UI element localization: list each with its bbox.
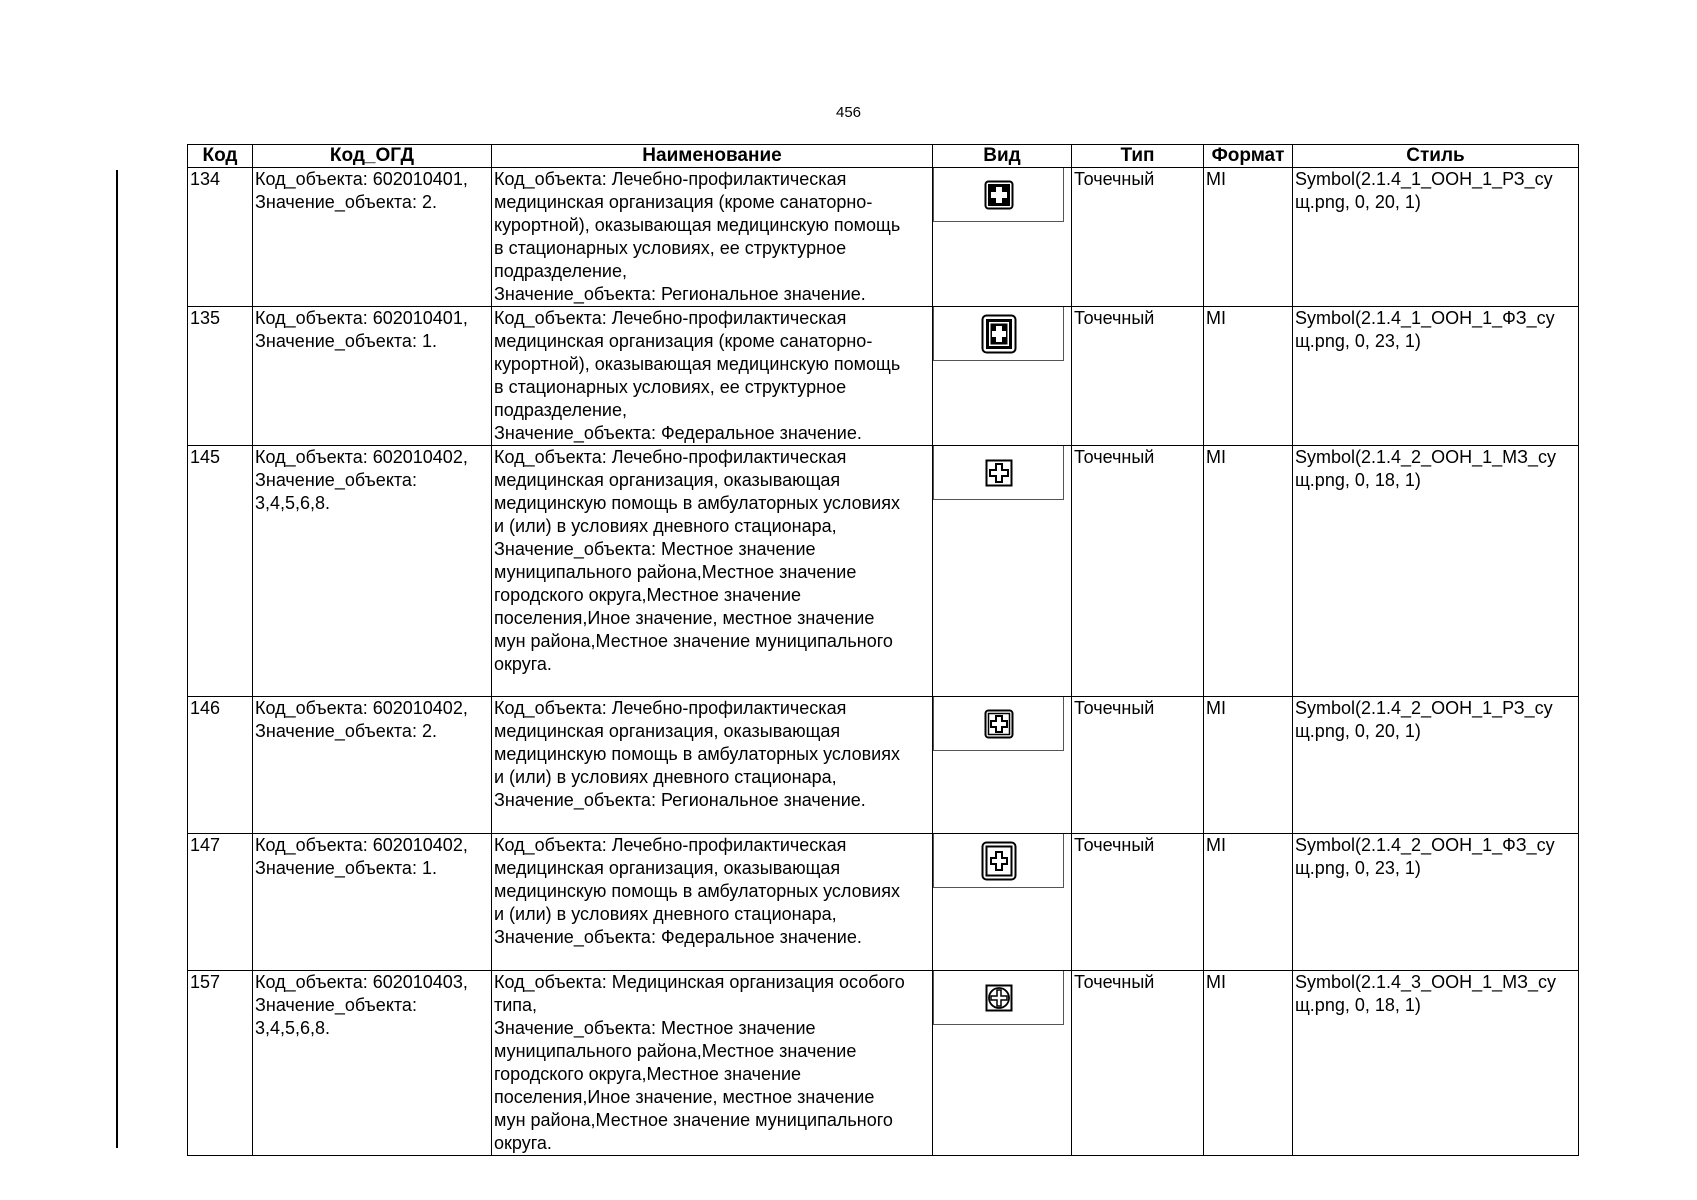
symbol-box bbox=[933, 697, 1064, 751]
cell-kod-ogd: Код_объекта: 602010402, Значение_объекта: 3,4,5,6,8. bbox=[253, 446, 492, 697]
cell-kod: 145 bbox=[188, 446, 253, 697]
cross-outline-framed-icon bbox=[981, 841, 1017, 881]
cell-tip: Точечный bbox=[1072, 834, 1204, 971]
header-row bbox=[188, 145, 1579, 168]
cell-format: MI bbox=[1204, 168, 1293, 307]
header-kod-ogd: Код_ОГД bbox=[253, 145, 492, 168]
header-style: Стиль bbox=[1293, 145, 1579, 168]
cell-tip: Точечный bbox=[1072, 446, 1204, 697]
cell-style: Symbol(2.1.4_3_ООН_1_МЗ_су щ.png, 0, 18, 1) bbox=[1293, 971, 1579, 1156]
cross-filled-icon bbox=[984, 180, 1014, 210]
cell-kod: 147 bbox=[188, 834, 253, 971]
margin-line bbox=[116, 170, 118, 1148]
cell-kod: 135 bbox=[188, 307, 253, 446]
header-format: Формат bbox=[1204, 145, 1293, 168]
cell-name: Код_объекта: Медицинская организация особого типа, Значение_объекта: Местное значение муниципального района,Местное значение городского округа,Местное значение поселения,Иное значение, местное значение мун района,Местное значение муниципального округа. bbox=[492, 971, 933, 1156]
cell-kod-ogd: Код_объекта: 602010401, Значение_объекта: 2. bbox=[253, 168, 492, 307]
cell-style: Symbol(2.1.4_2_ООН_1_РЗ_су щ.png, 0, 20, 1) bbox=[1293, 697, 1579, 834]
header-kod: Код bbox=[188, 145, 253, 168]
cell-tip: Точечный bbox=[1072, 168, 1204, 307]
cross-filled-framed-icon bbox=[981, 314, 1017, 354]
cell-name: Код_объекта: Лечебно-профилактическая медицинская организация, оказывающая медицинскую помощь в амбулаторных условиях и (или) в условиях дневного стационара, Значение_объекта: Региональное значение. bbox=[492, 697, 933, 834]
cell-kod: 134 bbox=[188, 168, 253, 307]
symbol-box bbox=[933, 834, 1064, 888]
cell-vid bbox=[933, 697, 1072, 834]
cross-circle-icon bbox=[985, 984, 1013, 1012]
cross-outline-boxed-icon bbox=[984, 709, 1014, 739]
cell-vid bbox=[933, 307, 1072, 446]
cell-format: MI bbox=[1204, 697, 1293, 834]
cross-outline-icon bbox=[985, 459, 1013, 487]
cell-style: Symbol(2.1.4_1_ООН_1_РЗ_су щ.png, 0, 20, 1) bbox=[1293, 168, 1579, 307]
table-row bbox=[188, 971, 1579, 1156]
table-row bbox=[188, 446, 1579, 697]
cell-vid bbox=[933, 834, 1072, 971]
table-row bbox=[188, 697, 1579, 834]
table-row bbox=[188, 834, 1579, 971]
cell-tip: Точечный bbox=[1072, 971, 1204, 1156]
symbol-box bbox=[933, 168, 1064, 222]
cell-format: MI bbox=[1204, 446, 1293, 697]
symbols-table bbox=[187, 144, 1579, 1156]
symbol-box bbox=[933, 307, 1064, 361]
cell-format: MI bbox=[1204, 834, 1293, 971]
table-row bbox=[188, 168, 1579, 307]
cell-name: Код_объекта: Лечебно-профилактическая медицинская организация (кроме санаторно- курортной), оказывающая медицинскую помощь в стационарных условиях, ее структурное подразделение, Значение_объекта: Федеральное значение. bbox=[492, 307, 933, 446]
cell-kod-ogd: Код_объекта: 602010403, Значение_объекта: 3,4,5,6,8. bbox=[253, 971, 492, 1156]
cell-kod: 146 bbox=[188, 697, 253, 834]
cell-style: Symbol(2.1.4_2_ООН_1_ФЗ_су щ.png, 0, 23, 1) bbox=[1293, 834, 1579, 971]
cell-style: Symbol(2.1.4_1_ООН_1_ФЗ_су щ.png, 0, 23, 1) bbox=[1293, 307, 1579, 446]
cell-vid bbox=[933, 446, 1072, 697]
symbol-box bbox=[933, 971, 1064, 1025]
cell-kod-ogd: Код_объекта: 602010401, Значение_объекта: 1. bbox=[253, 307, 492, 446]
cell-kod: 157 bbox=[188, 971, 253, 1156]
cell-style: Symbol(2.1.4_2_ООН_1_МЗ_су щ.png, 0, 18, 1) bbox=[1293, 446, 1579, 697]
cell-vid bbox=[933, 971, 1072, 1156]
cell-tip: Точечный bbox=[1072, 697, 1204, 834]
cell-format: MI bbox=[1204, 307, 1293, 446]
cell-kod-ogd: Код_объекта: 602010402, Значение_объекта: 1. bbox=[253, 834, 492, 971]
cell-name: Код_объекта: Лечебно-профилактическая медицинская организация (кроме санаторно- курортной), оказывающая медицинскую помощь в стационарных условиях, ее структурное подразделение, Значение_объекта: Региональное значение. bbox=[492, 168, 933, 307]
symbol-box bbox=[933, 446, 1064, 500]
cell-kod-ogd: Код_объекта: 602010402, Значение_объекта: 2. bbox=[253, 697, 492, 834]
cell-format: MI bbox=[1204, 971, 1293, 1156]
page-number: 456 bbox=[835, 104, 862, 121]
cell-name: Код_объекта: Лечебно-профилактическая медицинская организация, оказывающая медицинскую помощь в амбулаторных условиях и (или) в условиях дневного стационара, Значение_объекта: Федеральное значение. bbox=[492, 834, 933, 971]
header-tip: Тип bbox=[1072, 145, 1204, 168]
cell-vid bbox=[933, 168, 1072, 307]
table-row bbox=[188, 307, 1579, 446]
header-name: Наименование bbox=[492, 145, 933, 168]
header-vid: Вид bbox=[933, 145, 1072, 168]
cell-name: Код_объекта: Лечебно-профилактическая медицинская организация, оказывающая медицинскую помощь в амбулаторных условиях и (или) в условиях дневного стационара, Значение_объекта: Местное значение муниципального района,Местное значение городского округа,Местное значение поселения,Иное значение, местное значение мун района,Местное значение муниципального округа. bbox=[492, 446, 933, 697]
cell-tip: Точечный bbox=[1072, 307, 1204, 446]
